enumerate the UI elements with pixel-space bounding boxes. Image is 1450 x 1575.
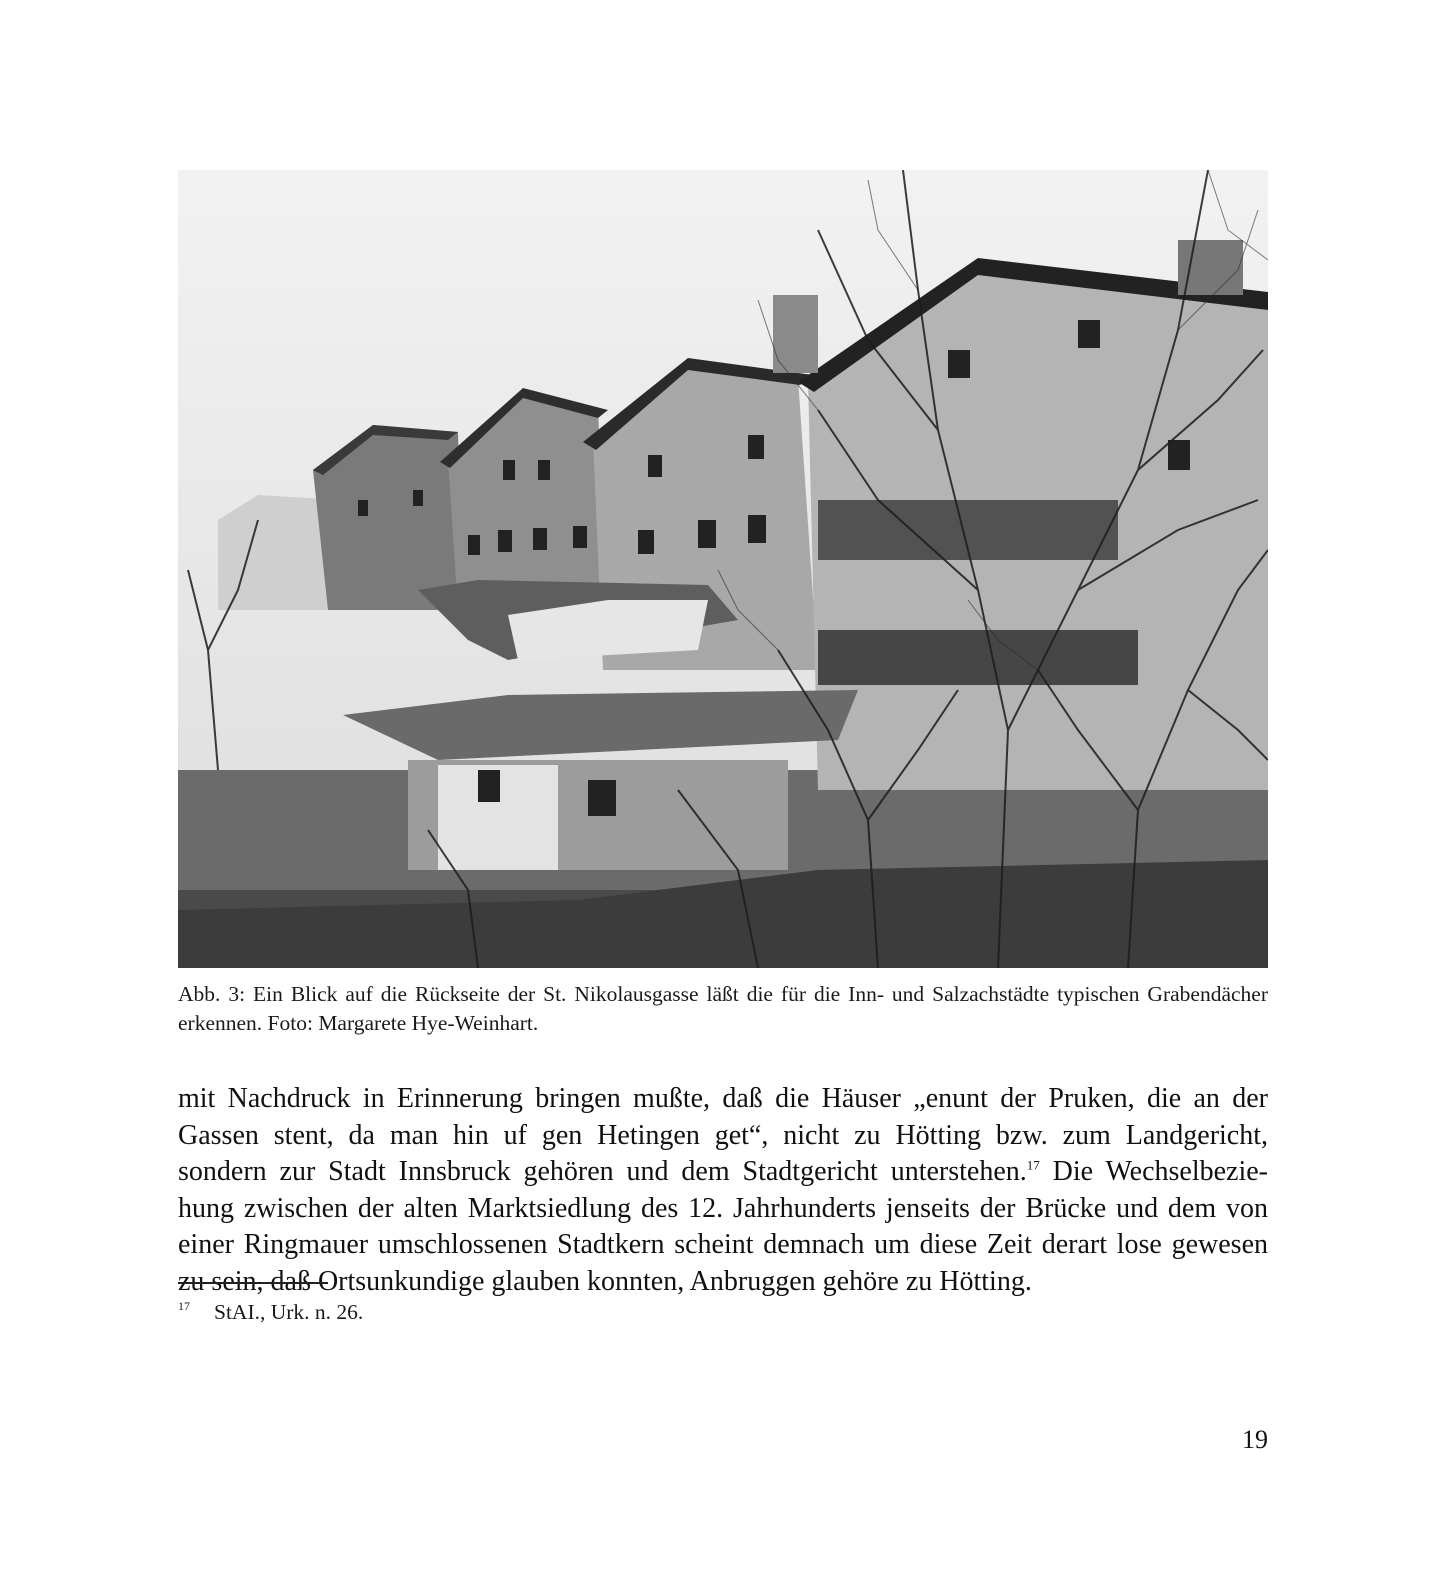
body-line-3-tail: Die Wechselbezie-: [1039, 1156, 1268, 1187]
figure-caption: Abb. 3: Ein Blick auf die Rückseite der St. Nikolausgasse läßt die für die Inn- und Salzachstädte typischen Grabendächer erkennen. Foto: Margarete Hye-Weinhart.: [178, 982, 1268, 1035]
footnote: [178, 1297, 363, 1327]
photograph-old-houses-icon: [178, 170, 1268, 968]
page-number: 19: [1242, 1425, 1268, 1454]
body-paragraph: [178, 1081, 1268, 1300]
footnote-reference: 17: [1026, 1157, 1040, 1173]
body-line-3-text: sondern zur Stadt Innsbruck gehören und dem Stadtgericht unterstehen.: [178, 1156, 1027, 1187]
body-line-6: zu sein, daß Ortsunkundige glauben konnten, Anbruggen gehöre zu Hötting.: [178, 1265, 1032, 1297]
body-line-5: einer Ringmauer umschlossenen Stadtkern scheint demnach um diese Zeit derart lose gewesen: [178, 1229, 1268, 1260]
footnote-divider: [178, 1282, 328, 1284]
figure-photograph: [178, 170, 1268, 968]
body-line-4: hung zwischen der alten Marktsiedlung des 12. Jahrhunderts jenseits der Brücke und dem von: [178, 1192, 1268, 1224]
body-line-2: Gassen stent, da man hin uf gen Hetingen get“, nicht zu Hötting bzw. zum Landgericht,: [178, 1119, 1268, 1151]
footnote-text: StAI., Urk. n. 26.: [214, 1300, 364, 1324]
body-line-1: mit Nachdruck in Erinnerung bringen mußte, daß die Häuser „enunt der Pruken, die an der: [178, 1083, 1268, 1114]
body-line-3: [178, 1154, 1268, 1191]
footnote-number: 17: [178, 1299, 190, 1313]
